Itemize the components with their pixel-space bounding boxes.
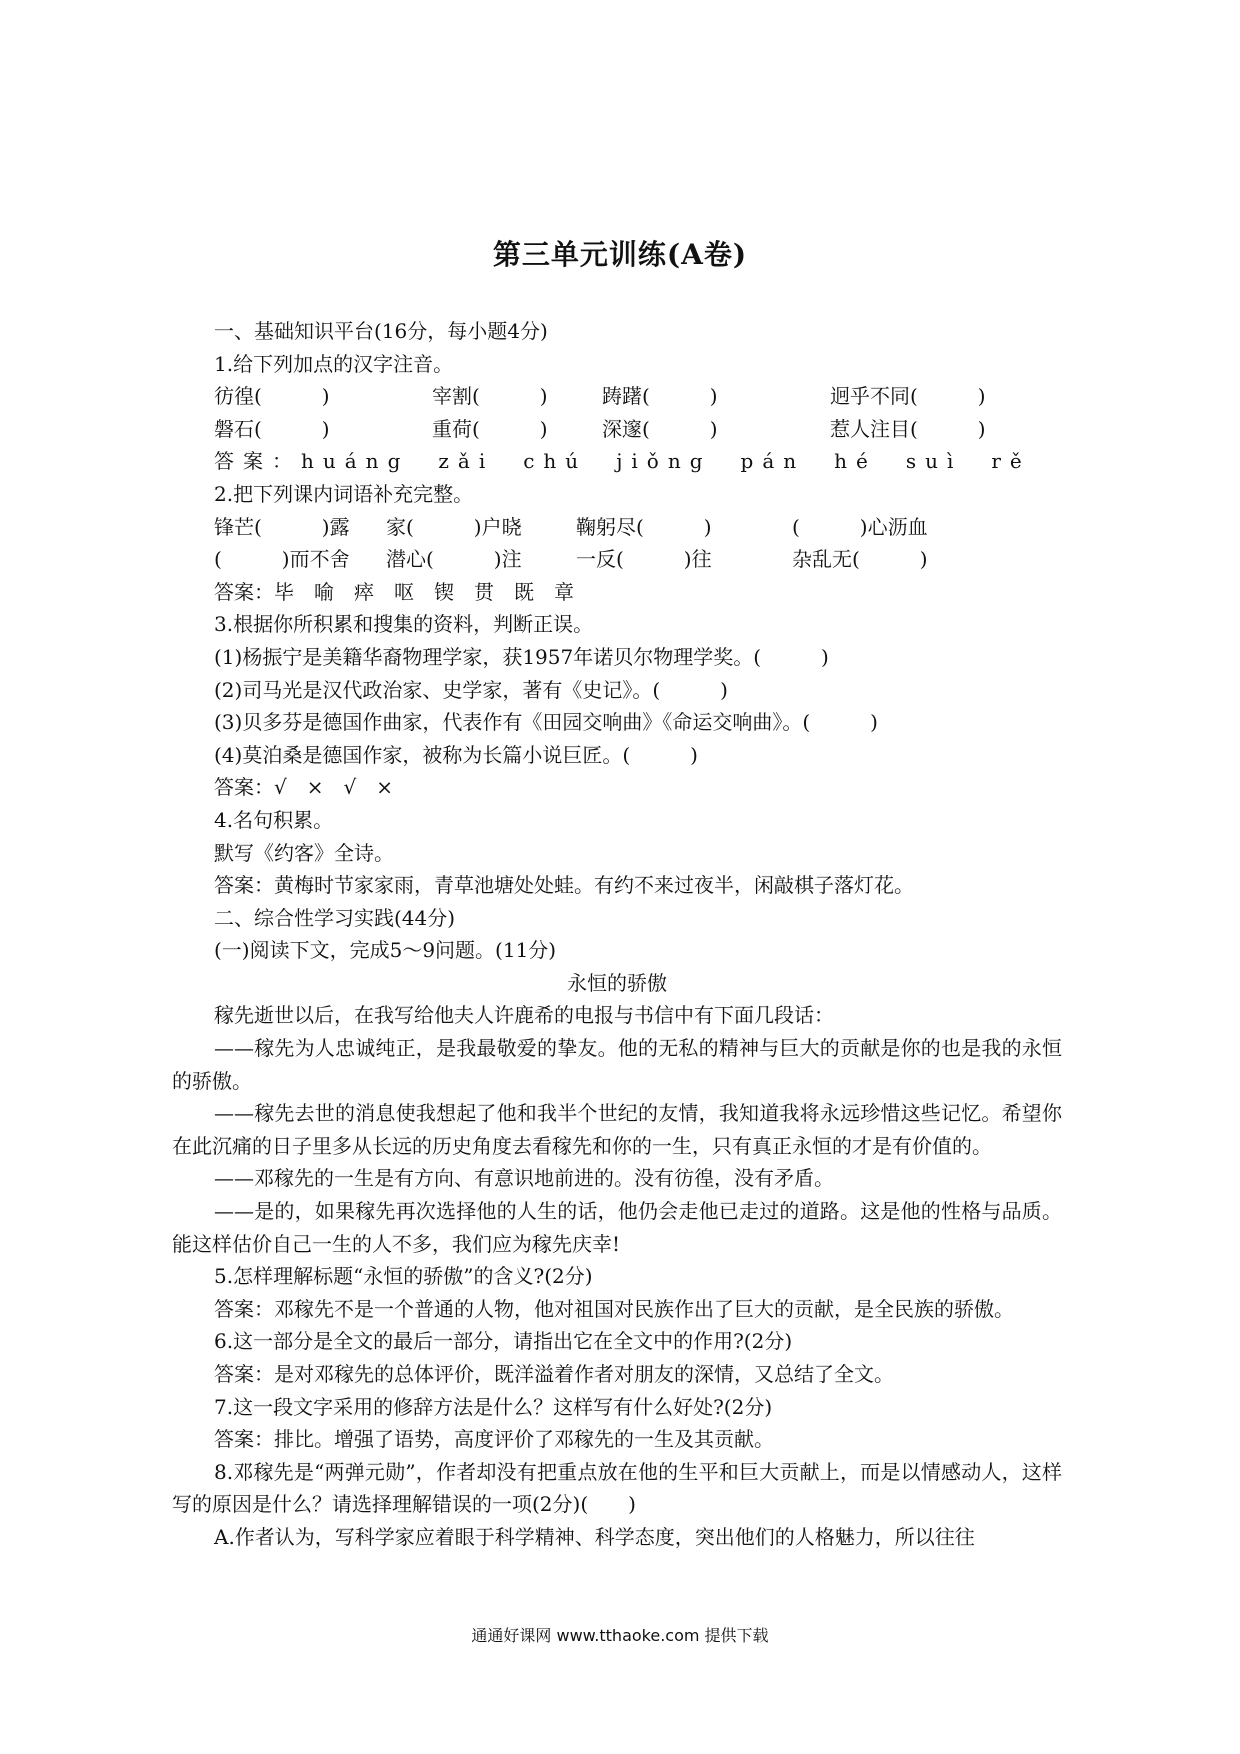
- page-footer: 通通好课网 www.tthaoke.com 提供下载: [471, 1626, 769, 1645]
- q2-item: ( )而不舍: [214, 547, 350, 572]
- article-paragraph: ——是的，如果稼先再次选择他的人生的话，他仍会走他已走过的道路。这是他的性格与品质。能这样估价自己一生的人不多，我们应为稼先庆幸!: [172, 1199, 1062, 1256]
- q1-item: 彷徨( ): [214, 384, 330, 409]
- article-paragraph: 稼先逝世以后，在我写给他夫人许鹿希的电报与书信中有下面几段话：: [214, 1003, 834, 1028]
- q8-option-a: A.作者认为，写科学家应着眼于科学精神、科学态度，突出他们的人格魅力，所以往往: [214, 1524, 975, 1549]
- q1-item: 迥乎不同( ): [830, 384, 986, 409]
- q3-item: (2)司马光是汉代政治家、史学家，著有《史记》。( ): [214, 677, 728, 702]
- q2-item: 杂乱无( ): [792, 547, 928, 572]
- question-2: 2.把下列课内词语补充完整。: [214, 481, 474, 506]
- q1-answer: 答案：huáng zǎi chú jiǒng pán hé suì rě: [214, 449, 1031, 474]
- q3-answer: 答案：√ × √ ×: [214, 775, 394, 800]
- q2-item: 家( )户晓: [386, 514, 522, 539]
- article-paragraph: ——邓稼先的一生是有方向、有意识地前进的。没有彷徨，没有矛盾。: [214, 1166, 834, 1191]
- q1-item: 磐石( ): [214, 416, 330, 441]
- q4-task: 默写《约客》全诗。: [214, 840, 394, 865]
- section-heading-1: 一、基础知识平台(16分，每小题4分): [214, 319, 548, 343]
- section-heading-2: 二、综合性学习实践(44分): [214, 905, 456, 930]
- question-4: 4.名句积累。: [214, 807, 334, 832]
- question-7: 7.这一段文字采用的修辞方法是什么？这样写有什么好处?(2分): [214, 1394, 773, 1419]
- q4-answer: 答案：黄梅时节家家雨，青草池塘处处蛙。有约不来过夜半，闲敲棋子落灯花。: [214, 873, 914, 898]
- q5-answer: 答案：邓稼先不是一个普通的人物，他对祖国对民族作出了巨大的贡献，是全民族的骄傲。: [214, 1296, 1014, 1321]
- q3-item: (4)莫泊桑是德国作家，被称为长篇小说巨匠。( ): [214, 742, 698, 767]
- q2-answer: 答案：毕 喻 瘁 呕 锲 贯 既 章: [214, 579, 574, 604]
- q1-item: 惹人注目( ): [830, 416, 986, 441]
- reading-intro: (一)阅读下文，完成5～9问题。(11分): [214, 938, 557, 963]
- q3-item: (3)贝多芬是德国作曲家，代表作有《田园交响曲》《命运交响曲》。( ): [214, 710, 878, 735]
- question-3: 3.根据你所积累和搜集的资料，判断正误。: [214, 612, 594, 637]
- document-body: [172, 315, 1062, 1554]
- q2-item: 潜心( )注: [386, 547, 522, 572]
- q3-item: (1)杨振宁是美籍华裔物理学家，获1957年诺贝尔物理学奖。( ): [214, 644, 829, 669]
- q2-row-1: [172, 511, 1062, 544]
- article-paragraph: ——稼先去世的消息使我想起了他和我半个世纪的友情，我知道我将永远珍惜这些记忆。希望你在此沉痛的日子里多从长远的历史角度去看稼先和你的一生，只有真正永恒的才是有价值的。: [172, 1101, 1062, 1158]
- q1-row-2: [172, 413, 1062, 446]
- q1-row-1: [172, 380, 1062, 413]
- q2-item: 鞠躬尽( ): [576, 514, 712, 539]
- q1-item: 宰割( ): [432, 384, 548, 409]
- q1-item: 重荷( ): [432, 416, 548, 441]
- article-paragraph: ——稼先为人忠诚纯正，是我最敬爱的挚友。他的无私的精神与巨大的贡献是你的也是我的永恒的骄傲。: [172, 1036, 1062, 1093]
- question-6: 6.这一部分是全文的最后一部分，请指出它在全文中的作用?(2分): [214, 1329, 793, 1354]
- q2-row-2: [172, 543, 1062, 576]
- q1-item: 深邃( ): [602, 416, 718, 441]
- article-title: 永恒的骄傲: [567, 970, 667, 995]
- q7-answer: 答案：排比。增强了语势，高度评价了邓稼先的一生及其贡献。: [214, 1427, 774, 1452]
- question-5: 5.怎样理解标题“永恒的骄傲”的含义?(2分): [214, 1264, 593, 1289]
- q6-answer: 答案：是对邓稼先的总体评价，既洋溢着作者对朋友的深情，又总结了全文。: [214, 1362, 894, 1386]
- page-title: 第三单元训练(A卷): [492, 238, 748, 271]
- question-8: 8.邓稼先是“两弹元勋”，作者却没有把重点放在他的生平和巨大贡献上，而是以情感动人，这样写的原因是什么？请选择理解错误的一项(2分)( ): [172, 1459, 1062, 1517]
- q2-item: 一反( )往: [576, 547, 712, 572]
- q2-item: 锋芒( )露: [214, 514, 350, 539]
- q2-item: ( )心沥血: [792, 514, 928, 539]
- question-1: 1.给下列加点的汉字注音。: [214, 351, 454, 376]
- q1-item: 踌躇( ): [602, 384, 718, 409]
